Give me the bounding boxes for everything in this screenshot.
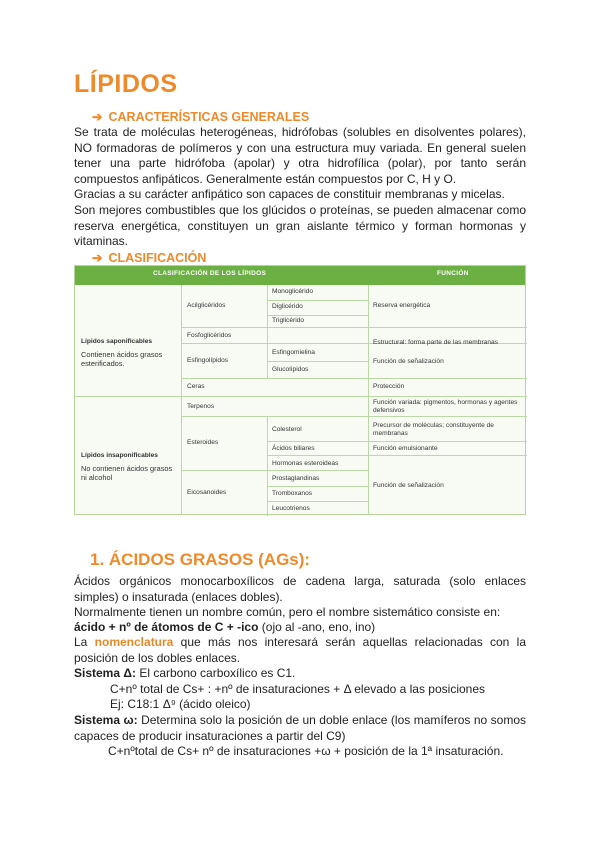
func-proteccion: Protección	[373, 383, 405, 390]
func-reserva: Reserva energética	[373, 302, 431, 309]
digliceridos: Diglicérido	[272, 303, 303, 310]
prostaglandinas: Prostaglandinas	[272, 475, 320, 482]
ag-naming-rule	[74, 620, 375, 636]
ag-paragraph-1: Ácidos orgánicos monocarboxílicos de cadena larga, saturada (solo enlaces simples) o insaturada (enlaces dobles).	[74, 574, 526, 604]
fosfogliceridos: Fosfoglicéridos	[187, 332, 232, 339]
colesterol: Colesterol	[272, 426, 302, 433]
saponificables-title: Lípidos saponificables	[81, 338, 153, 345]
omega-formula: C+nºtotal de Cs+ nº de insaturaciones +ω + posición de la 1ª insaturación.	[108, 744, 504, 758]
glucolipidos: Glucolípidos	[272, 366, 309, 373]
general-heading-text: CARACTERÍSTICAS GENERALES	[108, 110, 310, 124]
delta-text: El carbono carboxílico es C1.	[135, 666, 296, 680]
terpenos: Terpenos	[187, 403, 215, 410]
classification-table	[74, 265, 526, 515]
func-estructural: Estructural: forma parte de las membranas	[373, 339, 498, 346]
delta-system	[74, 666, 295, 682]
esteroides: Esteroides	[187, 439, 219, 446]
fatty-acids-heading: 1. ÁCIDOS GRASOS (AGs):	[90, 550, 311, 569]
ag-paragraph-3	[74, 635, 526, 666]
func-emulsionante: Función emulsionante	[373, 445, 438, 452]
trigliceridos: Triglicérido	[272, 317, 304, 324]
arrow-right-icon: ➔	[92, 251, 103, 265]
general-paragraph-1: Se trata de moléculas heterogéneas, hidrófobas (solubles en disolventes polares), NO formadoras de polímeros y con una estructura muy variada. En general suelen tener una parte hidrófoba (apolar) y otra hidrofílica (polar), por tanto serán compuestos anfipáticos. Generalmente están compuestos por C, H y O.	[74, 125, 526, 186]
general-heading	[92, 109, 309, 124]
func-variada: Función variada: pigmentos, hormonas y agentes defensivos	[373, 399, 518, 414]
omega-system	[74, 713, 526, 744]
naming-rule-bold: ácido + nº de átomos de C + -ico	[74, 620, 259, 634]
leucotrienos: Leucotrienos	[272, 505, 310, 512]
delta-formula: C+nº total de Cs+ : +nº de insaturaciones + Δ elevado a las posiciones	[110, 682, 486, 696]
p3-start: La	[74, 635, 95, 649]
func-senalizacion-2: Función de señalización	[373, 482, 444, 489]
saponificables-desc: Contienen ácidos grasos esterificados.	[81, 350, 163, 368]
page-title: LÍPIDOS	[74, 70, 178, 98]
ceras: Ceras	[187, 383, 205, 390]
class-heading	[92, 250, 206, 265]
esfingolipidos: Esfingolípidos	[187, 357, 229, 364]
omega-text: Determina solo la posición de un doble enlace (los mamíferos no somos capaces de producir insaturaciones a partir del C9)	[74, 713, 526, 743]
table-header-classification: CLASIFICACIÓN DE LOS LÍPIDOS	[153, 270, 267, 277]
insaponificables-desc: No contienen ácidos grasos ni alcohol	[81, 464, 173, 482]
general-paragraph-2: Gracias a su carácter anfipático son capaces de constituir membranas y micelas.	[74, 187, 505, 201]
table-header-function: FUNCIÓN	[437, 270, 469, 277]
omega-label: Sistema ω:	[74, 713, 138, 727]
acilgliceridos: Acilglicéridos	[187, 302, 226, 309]
arrow-right-icon: ➔	[92, 110, 103, 124]
delta-label: Sistema Δ:	[74, 666, 136, 680]
monogliceridos: Monoglicérido	[272, 288, 314, 295]
tromboxanos: Tromboxanos	[272, 490, 313, 497]
table-header	[75, 266, 525, 285]
naming-rule-rest: (ojo al -ano, eno, ino)	[258, 620, 376, 634]
hormonas-esteroideas: Hormonas esteroideas	[272, 460, 339, 467]
esfingomielina: Esfingomielina	[272, 349, 315, 356]
general-paragraph-3: Son mejores combustibles que los glúcidos o proteínas, se pueden almacenar como reserva energética, constituyen un gran aislante térmico y forman hormonas y vitaminas.	[74, 203, 526, 249]
p3-end: que más nos interesará serán aquellas relacionadas con la posición de los dobles enlaces.	[74, 635, 527, 665]
acidos-biliares: Ácidos biliares	[272, 445, 315, 452]
insaponificables-title: Lípidos insaponificables	[81, 452, 158, 459]
func-senalizacion-1: Función de señalización	[373, 358, 444, 365]
eicosanoides: Eicosanoides	[187, 489, 227, 496]
class-heading-text: CLASIFICACIÓN	[108, 251, 207, 265]
delta-example: Ej: C18:1 Δ⁹ (ácido oleico)	[110, 697, 251, 711]
func-precursor: Precursor de moléculas; constituyente de membranas	[373, 422, 494, 437]
ag-paragraph-2: Normalmente tienen un nombre común, pero el nombre sistemático consiste en:	[74, 605, 501, 619]
nomenclatura-highlight: nomenclatura	[94, 635, 174, 649]
